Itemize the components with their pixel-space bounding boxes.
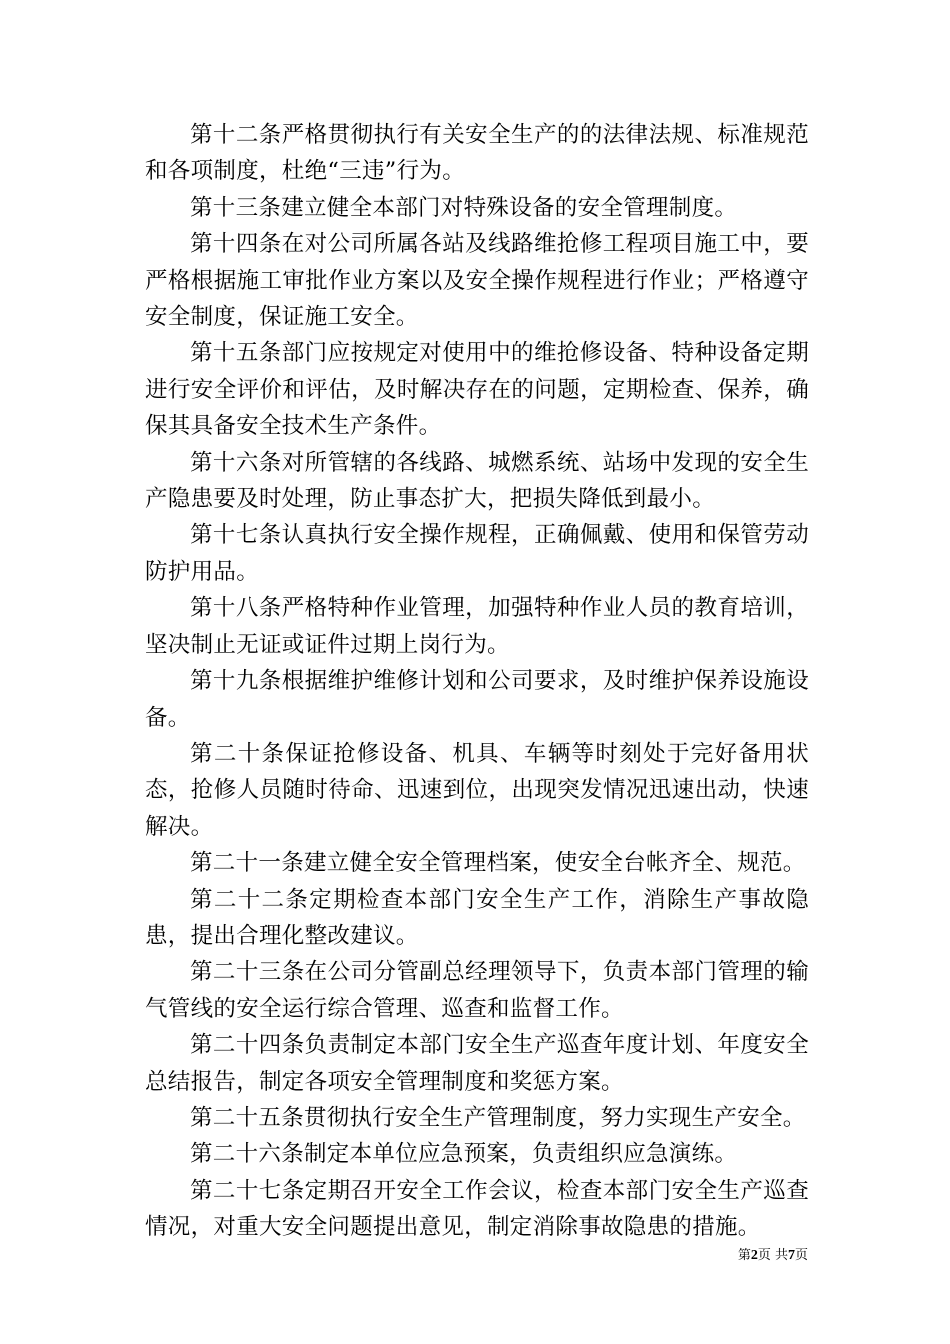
article-14: 第十四条在对公司所属各站及线路维抢修工程项目施工中，要严格根据施工审批作业方案以及安全操作规程进行作业；严格遵守安全制度，保证施工安全。 [145, 231, 809, 331]
article-16: 第十六条对所管辖的各线路、城燃系统、站场中发现的安全生产隐患要及时处理，防止事态扩大，把损失降低到最小。 [145, 449, 809, 513]
footer-suffix: 页 [794, 1248, 808, 1263]
document-body [145, 117, 809, 1246]
article-25: 第二十五条贯彻执行安全生产管理制度，努力实现生产安全。 [190, 1104, 806, 1131]
footer-middle: 页 共 [757, 1248, 788, 1263]
article-24: 第二十四条负责制定本部门安全生产巡查年度计划、年度安全总结报告，制定各项安全管理制度和奖惩方案。 [145, 1032, 809, 1095]
article-23: 第二十三条在公司分管副总经理领导下，负责本部门管理的输气管线的安全运行综合管理、巡查和监督工作。 [145, 959, 809, 1022]
footer-prefix: 第 [737, 1248, 751, 1263]
article-22: 第二十二条定期检查本部门安全生产工作，消除生产事故隐患，提出合理化整改建议。 [145, 886, 809, 949]
article-12: 第十二条严格贯彻执行有关安全生产的的法律法规、标准规范和各项制度，杜绝“三违”行为。 [145, 122, 809, 185]
total-page-number: 7 [787, 1248, 795, 1263]
article-17: 第十七条认真执行安全操作规程，正确佩戴、使用和保管劳动防护用品。 [145, 522, 809, 585]
page-footer [738, 1248, 808, 1264]
article-26: 第二十六条制定本单位应急预案，负责组织应急演练。 [190, 1141, 738, 1168]
current-page-number: 2 [750, 1248, 758, 1263]
article-18: 第十八条严格特种作业管理，加强特种作业人员的教育培训，坚决制止无证或证件过期上岗行为。 [145, 595, 809, 658]
article-27: 第二十七条定期召开安全工作会议，检查本部门安全生产巡查情况，对重大安全问题提出意见，制定消除事故隐患的措施。 [145, 1177, 809, 1241]
article-21: 第二十一条建立健全安全管理档案，使安全台帐齐全、规范。 [190, 850, 806, 877]
article-19: 第十九条根据维护维修计划和公司要求，及时维护保养设施设备。 [145, 668, 809, 731]
article-20: 第二十条保证抢修设备、机具、车辆等时刻处于完好备用状态，抢修人员随时待命、迅速到位，出现突发情况迅速出动，快速解决。 [145, 740, 809, 840]
article-13: 第十三条建立健全本部门对特殊设备的安全管理制度。 [190, 194, 738, 221]
article-15: 第十五条部门应按规定对使用中的维抢修设备、特种设备定期进行安全评价和评估，及时解决存在的问题，定期检查、保养，确保其具备安全技术生产条件。 [145, 340, 809, 440]
